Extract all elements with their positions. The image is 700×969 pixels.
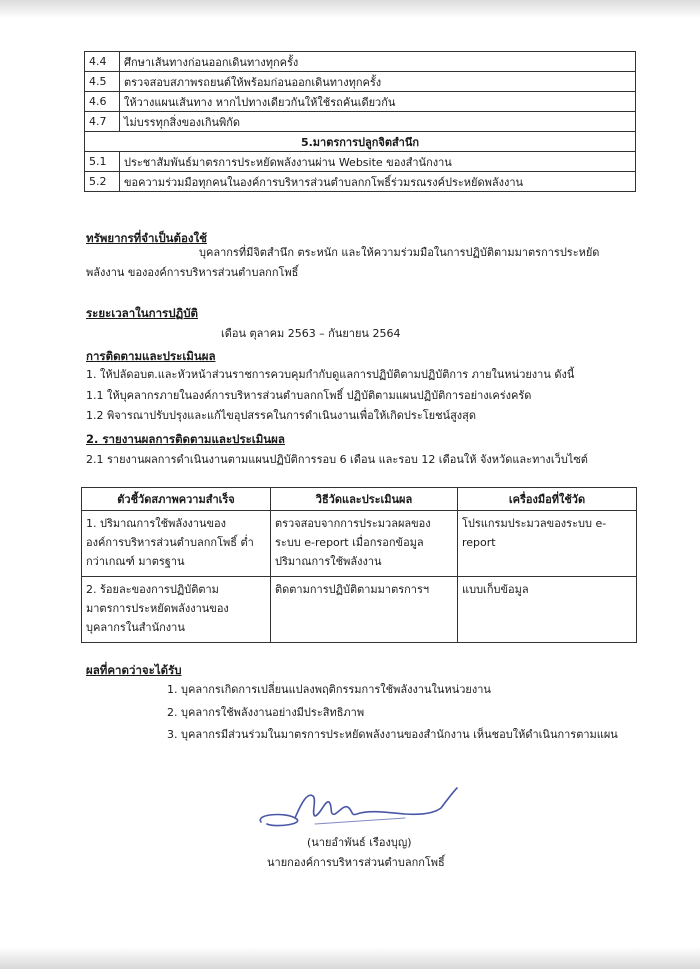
row-number: 4.4 xyxy=(85,52,120,72)
resources-line-1: บุคลากรที่มีจิตสำนึก ตระหนัก และให้ความร่วมมือในการปฏิบัติตามมาตรการประหยัด xyxy=(199,246,600,259)
tool-cell xyxy=(458,577,637,643)
row-number: 4.6 xyxy=(85,92,120,112)
tool-cell xyxy=(458,511,637,577)
cell-line: report xyxy=(462,536,496,549)
resources-heading: ทรัพยากรที่จำเป็นต้องใช้ xyxy=(86,231,207,245)
row-text: ขอความร่วมมือทุกคนในองค์การบริหารส่วนตำบลกกโพธิ์ร่วมรณรงค์ประหยัดพลังงาน xyxy=(120,172,636,192)
monitoring-heading: การติดตามและประเมินผล xyxy=(86,349,216,363)
monitoring-item-1: 1. ให้ปลัดอบต.และหัวหน้าส่วนราชการควบคุมกำกับดูแลการปฏิบัติตามปฏิบัติการ ภายในหน่วยงาน ดังนี้ xyxy=(86,368,575,381)
cell-line: ตรวจสอบจากการประมวลผลของ xyxy=(275,517,431,530)
table-row xyxy=(85,112,636,132)
row-number: 4.5 xyxy=(85,72,120,92)
section5-title: 5.มาตรการปลูกจิตสำนึก xyxy=(85,132,636,152)
page-top-shadow xyxy=(0,0,700,18)
row-text: ตรวจสอบสภาพรถยนต์ให้พร้อมก่อนออกเดินทางทุกครั้ง xyxy=(120,72,636,92)
expected-item-3: 3. บุคลากรมีส่วนร่วมในมาตรการประหยัดพลังงานของสำนักงาน เห็นชอบให้ดำเนินการตามแผน xyxy=(167,728,618,741)
row-number: 5.2 xyxy=(85,172,120,192)
cell-line: บุคลากรในสำนักงาน xyxy=(86,621,185,634)
row-text: ให้วางแผนเส้นทาง หากไปทางเดียวกันให้ใช้รถคันเดียวกัน xyxy=(120,92,636,112)
table-row xyxy=(82,511,637,577)
cell-line: 2. ร้อยละของการปฏิบัติตาม xyxy=(86,583,219,596)
period-text: เดือน ตุลาคม 2563 – กันยายน 2564 xyxy=(221,327,401,340)
row-number: 4.7 xyxy=(85,112,120,132)
signer-position: นายกองค์การบริหารส่วนตำบลกกโพธิ์ xyxy=(267,856,445,869)
report-item-2-1: 2.1 รายงานผลการดำเนินงานตามแผนปฏิบัติการรอบ 6 เดือน และรอบ 12 เดือนให้ จังหวัดและทางเว็บไซต์ xyxy=(86,453,588,466)
table-header-row xyxy=(82,488,637,511)
column-header: เครื่องมือที่ใช้วัด xyxy=(458,488,637,511)
row-text: ประชาสัมพันธ์มาตรการประหยัดพลังงานผ่าน Website ของสำนักงาน xyxy=(120,152,636,172)
row-text: ศึกษาเส้นทางก่อนออกเดินทางทุกครั้ง xyxy=(120,52,636,72)
method-cell xyxy=(271,577,458,643)
indicator-cell xyxy=(82,577,271,643)
section-header-row xyxy=(85,132,636,152)
period-heading: ระยะเวลาในการปฏิบัติ xyxy=(86,306,199,320)
expected-item-2: 2. บุคลากรใช้พลังงานอย่างมีประสิทธิภาพ xyxy=(167,706,365,719)
table-row xyxy=(85,92,636,112)
cell-line: กว่าเกณฑ์ มาตรฐาน xyxy=(86,555,185,568)
handwritten-signature xyxy=(255,784,465,832)
expected-heading: ผลที่คาดว่าจะได้รับ xyxy=(86,663,182,677)
table-row xyxy=(82,577,637,643)
column-header: ตัวชี้วัดสภาพความสำเร็จ xyxy=(82,488,271,511)
cell-line: ติดตามการปฏิบัติตามมาตรการฯ xyxy=(275,583,430,596)
table-row xyxy=(85,172,636,192)
method-cell xyxy=(271,511,458,577)
column-header: วิธีวัดและประเมินผล xyxy=(271,488,458,511)
cell-line: องค์การบริหารส่วนตำบลกกโพธิ์ ต่ำ xyxy=(86,536,254,549)
indicator-table xyxy=(81,487,637,643)
table-row xyxy=(85,52,636,72)
resources-line-2: พลังงาน ขององค์การบริหารส่วนตำบลกกโพธิ์ xyxy=(86,266,299,279)
report-heading: 2. รายงานผลการติดตามและประเมินผล xyxy=(86,432,285,446)
measures-table xyxy=(84,51,636,192)
page-bottom-shadow xyxy=(0,947,700,969)
table-row xyxy=(85,72,636,92)
table-row xyxy=(85,152,636,172)
row-number: 5.1 xyxy=(85,152,120,172)
indicator-cell xyxy=(82,511,271,577)
cell-line: 1. ปริมาณการใช้พลังงานของ xyxy=(86,517,227,530)
cell-line: แบบเก็บข้อมูล xyxy=(462,583,529,596)
monitoring-item-1-1: 1.1 ให้บุคลากรภายในองค์การบริหารส่วนตำบลกกโพธิ์ ปฏิบัติตามแผนปฏิบัติการอย่างเคร่งครัด xyxy=(86,389,532,402)
signer-name: (นายอำพันธ์ เรืองบุญ) xyxy=(307,836,412,849)
row-text: ไม่บรรทุกสิ่งของเกินพิกัด xyxy=(120,112,636,132)
cell-line: โปรแกรมประมวลของระบบ e- xyxy=(462,517,607,530)
cell-line: มาตรการประหยัดพลังงานของ xyxy=(86,602,229,615)
cell-line: ปริมาณการใช้พลังงาน xyxy=(275,555,382,568)
cell-line: ระบบ e-report เมื่อกรอกข้อมูล xyxy=(275,536,424,549)
expected-item-1: 1. บุคลากรเกิดการเปลี่ยนแปลงพฤติกรรมการใช้พลังงานในหน่วยงาน xyxy=(167,683,491,696)
monitoring-item-1-2: 1.2 พิจารณาปรับปรุงและแก้ไขอุปสรรคในการดำเนินงานเพื่อให้เกิดประโยชน์สูงสุด xyxy=(86,409,477,422)
